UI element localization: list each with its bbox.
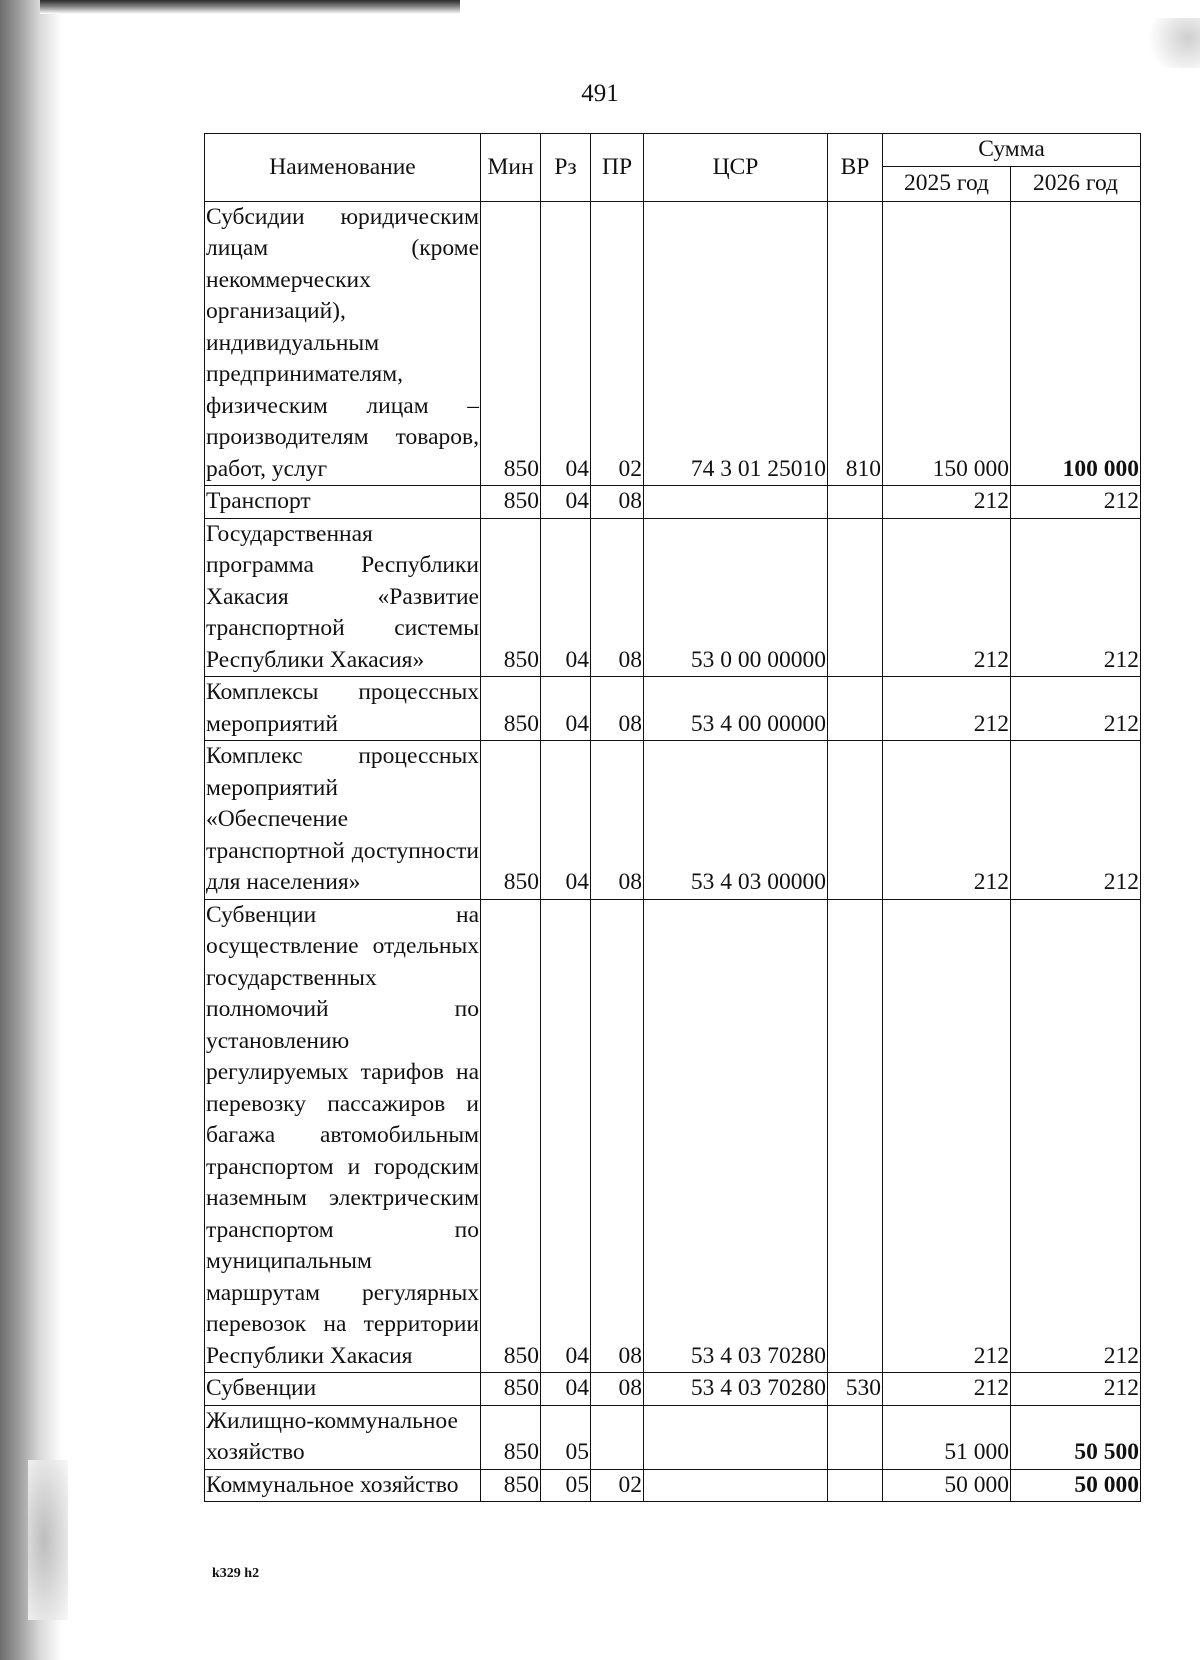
- row-rz: 04: [541, 486, 591, 519]
- header-year-2025: 2025 год: [883, 166, 1011, 201]
- row-vr: 810: [828, 201, 883, 486]
- row-csr: 53 4 03 00000: [644, 741, 828, 900]
- scan-top-edge-shadow: [40, 0, 460, 14]
- header-row-top: [205, 134, 1141, 167]
- row-vr: [828, 741, 883, 900]
- row-min: 850: [481, 899, 541, 1373]
- row-name: Комплексы процессных мероприятий: [205, 677, 481, 741]
- row-sum-2025: 212: [883, 677, 1011, 741]
- row-pr: 08: [591, 486, 644, 519]
- row-min: 850: [481, 1469, 541, 1502]
- row-rz: 04: [541, 201, 591, 486]
- row-vr: [828, 518, 883, 677]
- header-sum: Сумма: [883, 134, 1141, 167]
- scan-left-edge-shadow: [0, 0, 62, 1660]
- row-vr: [828, 899, 883, 1373]
- row-name: Субвенции на осуществление отдельных государственных полномочий по установлению регулируемых тарифов на перевозку пассажиров и багажа автомобильным транспортом и городским наземным электрическим транспортом по муниципальным маршрутам регулярных перевозок на территории Республики Хакасия: [205, 899, 481, 1373]
- row-min: 850: [481, 677, 541, 741]
- row-pr: 08: [591, 899, 644, 1373]
- row-rz: 04: [541, 518, 591, 677]
- row-csr: 53 0 00 00000: [644, 518, 828, 677]
- row-csr: [644, 1405, 828, 1469]
- row-sum-2025: 212: [883, 1373, 1011, 1406]
- row-name: Жилищно-коммунальное хозяйство: [205, 1405, 481, 1469]
- row-sum-2026: 212: [1011, 518, 1141, 677]
- row-pr: 08: [591, 677, 644, 741]
- table-row: [205, 486, 1141, 519]
- table-row: [205, 741, 1141, 900]
- row-csr: 53 4 03 70280: [644, 899, 828, 1373]
- row-rz: 05: [541, 1405, 591, 1469]
- row-name: Субсидии юридическим лицам (кроме некоммерческих организаций), индивидуальным предпринимателям, физическим лицам – производителям товаров, работ, услуг: [205, 201, 481, 486]
- header-pr: ПР: [591, 134, 644, 202]
- row-sum-2026: 212: [1011, 677, 1141, 741]
- row-pr: 02: [591, 1469, 644, 1502]
- row-sum-2025: 212: [883, 486, 1011, 519]
- row-vr: [828, 1405, 883, 1469]
- table-row: [205, 1405, 1141, 1469]
- row-csr: [644, 486, 828, 519]
- scan-corner-noise: [1140, 18, 1200, 68]
- row-csr: 74 3 01 25010: [644, 201, 828, 486]
- row-csr: 53 4 00 00000: [644, 677, 828, 741]
- row-sum-2026: 50 000: [1011, 1469, 1141, 1502]
- row-sum-2025: 212: [883, 518, 1011, 677]
- row-pr: 08: [591, 741, 644, 900]
- row-name: Комплекс процессных мероприятий «Обеспечение транспортной доступности для населения»: [205, 741, 481, 900]
- header-rz: Рз: [541, 134, 591, 202]
- row-vr: 530: [828, 1373, 883, 1406]
- row-rz: 04: [541, 741, 591, 900]
- row-csr: [644, 1469, 828, 1502]
- footer-document-code: k329 h2: [212, 1566, 260, 1581]
- row-name: Коммунальное хозяйство: [205, 1469, 481, 1502]
- row-name: Транспорт: [205, 486, 481, 519]
- row-sum-2025: 212: [883, 899, 1011, 1373]
- header-csr: ЦСР: [644, 134, 828, 202]
- row-name: Государственная программа Республики Хакасия «Развитие транспортной системы Республики Хакасия»: [205, 518, 481, 677]
- table-row: [205, 201, 1141, 486]
- header-name: Наименование: [205, 134, 481, 202]
- row-sum-2026: 212: [1011, 899, 1141, 1373]
- row-vr: [828, 677, 883, 741]
- row-name: Субвенции: [205, 1373, 481, 1406]
- row-sum-2025: 50 000: [883, 1469, 1011, 1502]
- row-sum-2026: 212: [1011, 486, 1141, 519]
- row-sum-2025: 51 000: [883, 1405, 1011, 1469]
- row-rz: 04: [541, 1373, 591, 1406]
- scan-bottom-noise: [28, 1460, 68, 1620]
- header-vr: ВР: [828, 134, 883, 202]
- header-year-2026: 2026 год: [1011, 166, 1141, 201]
- header-min: Мин: [481, 134, 541, 202]
- table-row: [205, 899, 1141, 1373]
- row-sum-2026: 50 500: [1011, 1405, 1141, 1469]
- row-sum-2025: 150 000: [883, 201, 1011, 486]
- row-rz: 04: [541, 677, 591, 741]
- row-sum-2026: 212: [1011, 741, 1141, 900]
- row-pr: 08: [591, 518, 644, 677]
- row-vr: [828, 1469, 883, 1502]
- row-sum-2025: 212: [883, 741, 1011, 900]
- table-row: [205, 518, 1141, 677]
- row-min: 850: [481, 486, 541, 519]
- row-min: 850: [481, 741, 541, 900]
- row-rz: 04: [541, 899, 591, 1373]
- row-min: 850: [481, 1373, 541, 1406]
- table-row: [205, 1469, 1141, 1502]
- row-sum-2026: 100 000: [1011, 201, 1141, 486]
- row-vr: [828, 486, 883, 519]
- row-pr: 02: [591, 201, 644, 486]
- row-min: 850: [481, 201, 541, 486]
- row-min: 850: [481, 1405, 541, 1469]
- row-min: 850: [481, 518, 541, 677]
- table-row: [205, 1373, 1141, 1406]
- table-row: [205, 677, 1141, 741]
- budget-table: [204, 133, 1141, 1502]
- row-pr: 08: [591, 1373, 644, 1406]
- row-sum-2026: 212: [1011, 1373, 1141, 1406]
- row-pr: [591, 1405, 644, 1469]
- page-number: 491: [581, 80, 619, 107]
- row-csr: 53 4 03 70280: [644, 1373, 828, 1406]
- row-rz: 05: [541, 1469, 591, 1502]
